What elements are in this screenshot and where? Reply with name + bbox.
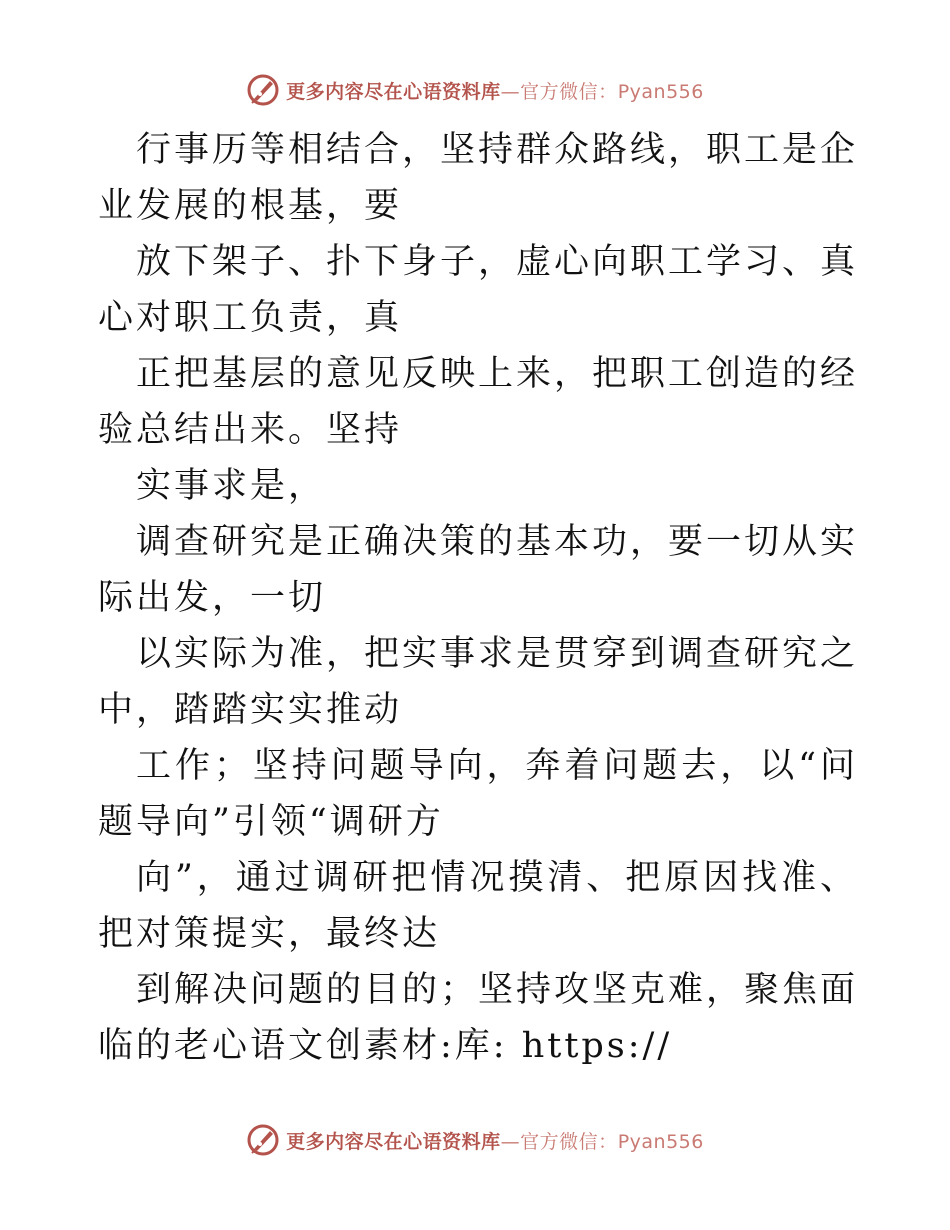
paragraph-1: 行事历等相结合，坚持群众路线，职工是企业发展的根基，要 <box>98 130 859 226</box>
paragraph-6: 以实际为准，把实事求是贯穿到调查研究之中，踏踏实实推动 <box>98 634 859 730</box>
quill-logo-icon <box>246 1123 280 1157</box>
footer-site-text: 更多内容尽在心语资料库 <box>286 1130 501 1153</box>
footer-banner <box>0 1120 950 1160</box>
quill-logo-icon <box>246 73 280 107</box>
header-site-text: 更多内容尽在心语资料库 <box>286 80 501 103</box>
paragraph-9: 到解决问题的目的；坚持攻坚克难，聚焦面临的老心语文创素材:库: https:// <box>98 970 859 1066</box>
header-account: Pyan556 <box>617 80 704 103</box>
header-dash: — <box>500 80 521 103</box>
paragraph-5: 调查研究是正确决策的基本功，要一切从实际出发，一切 <box>98 522 859 618</box>
paragraph-4: 实事求是， <box>136 466 327 506</box>
paragraph-8: 向”，通过调研把情况摸清、把原因找准、把对策提实，最终达 <box>98 858 858 954</box>
header-contact-text: 官方微信： <box>520 80 618 103</box>
paragraph-2: 放下架子、扑下身子，虚心向职工学习、真心对职工负责，真 <box>98 242 859 338</box>
header-banner <box>0 70 950 110</box>
paragraph-7: 工作；坚持问题导向，奔着问题去，以“问题导向”引领“调研方 <box>98 746 858 842</box>
footer-account: Pyan556 <box>617 1130 704 1153</box>
document-body <box>98 122 858 1074</box>
footer-banner-text <box>286 1127 704 1154</box>
paragraph-3: 正把基层的意见反映上来，把职工创造的经验总结出来。坚持 <box>98 354 859 450</box>
footer-contact-text: 官方微信： <box>520 1130 618 1153</box>
footer-dash: — <box>500 1130 521 1153</box>
header-banner-text <box>286 77 704 104</box>
